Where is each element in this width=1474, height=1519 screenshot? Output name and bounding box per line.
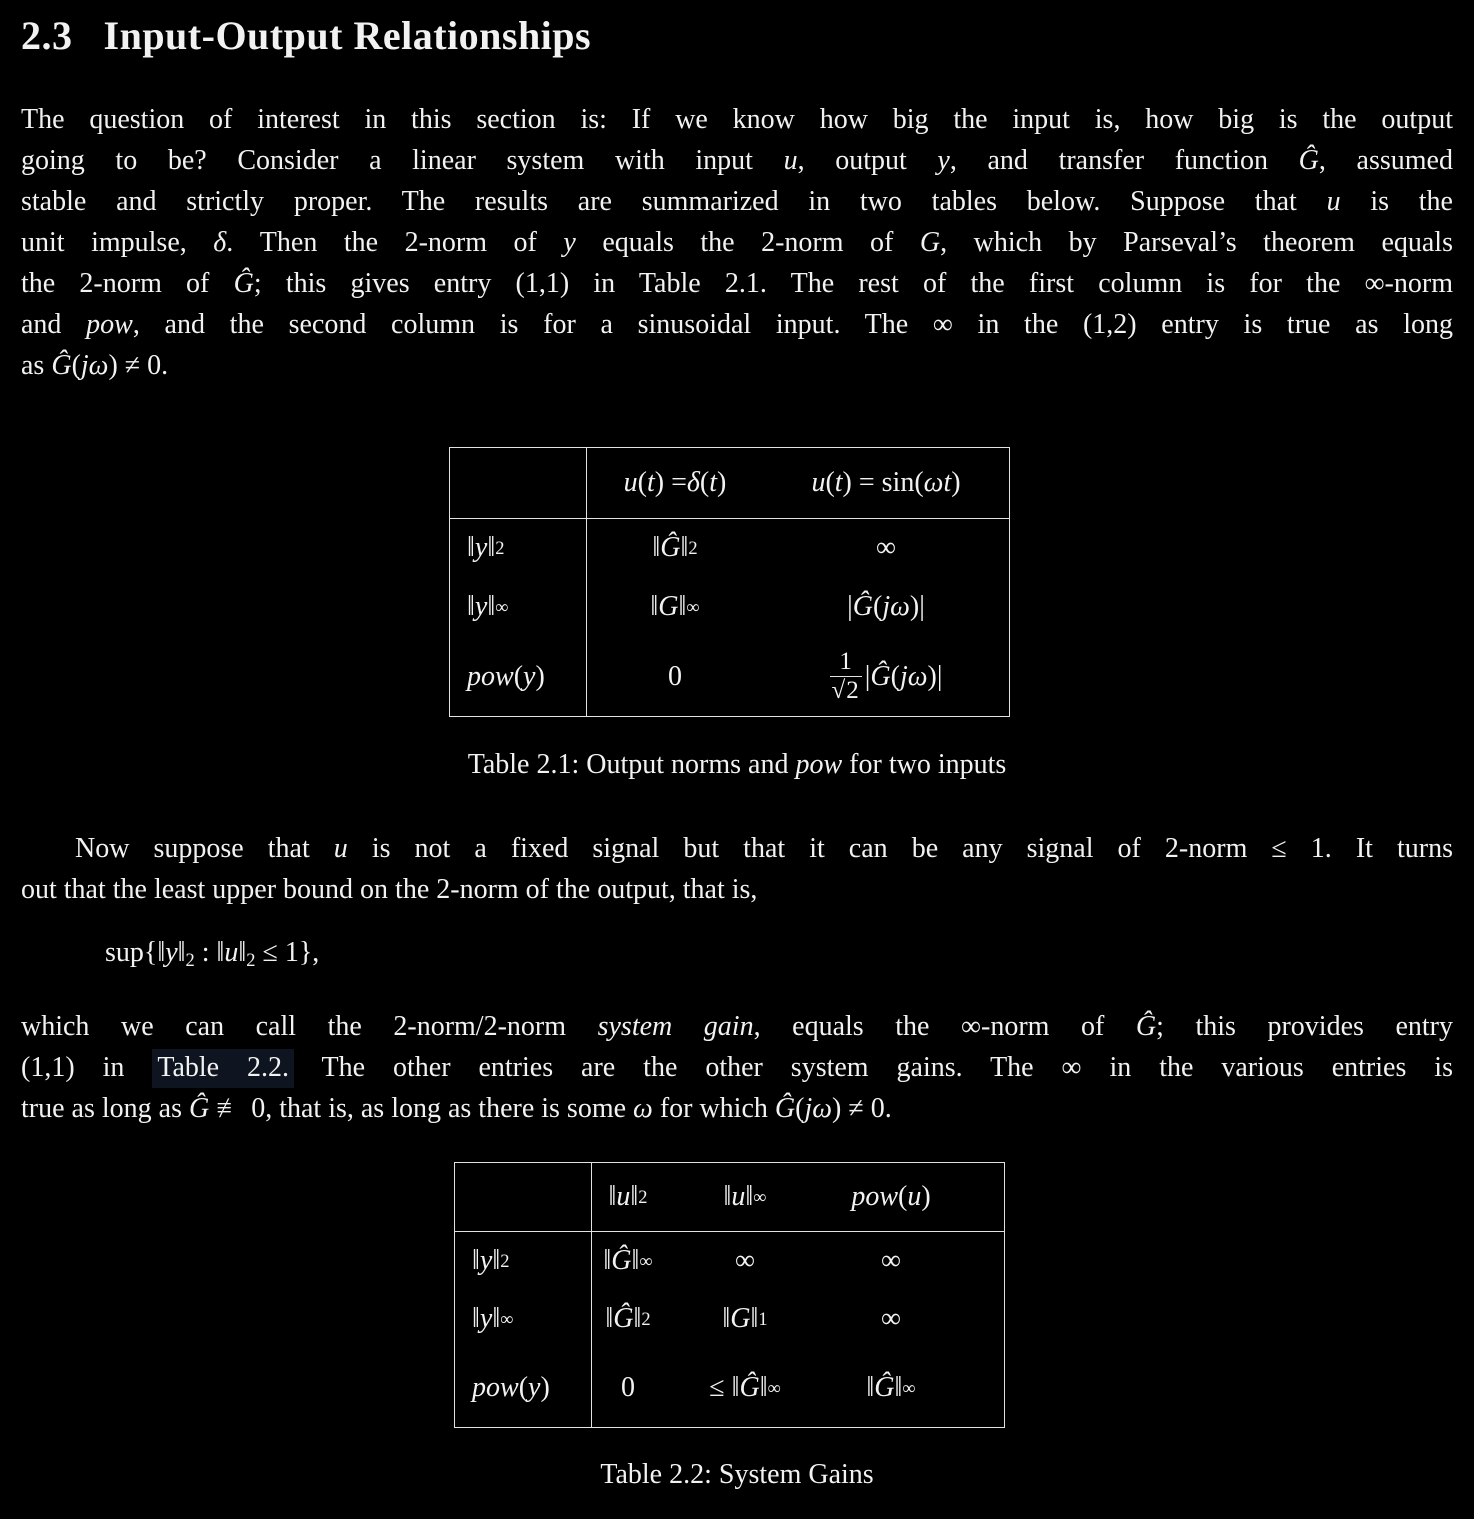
table-2-2-header-uinfnorm: ‖ u ‖ ∞ — [664, 1163, 826, 1232]
table-2-2-cell: 0 — [621, 1372, 635, 1403]
body-paragraph-2 — [21, 828, 1453, 910]
table-2-2-cell: ‖ Ĝ ‖ ∞ — [603, 1244, 653, 1276]
table-2-2-row-label-y2norm: ‖ y ‖ 2 — [455, 1232, 592, 1289]
text-line: unit impulse, δ. Then the 2-norm of y equals the 2-norm of G, which by Parseval’s theorem equals — [21, 227, 1453, 258]
table-2-2-row-label-powy: pow ( y ) — [455, 1349, 592, 1427]
table-2-2-cell: ≤ ‖ Ĝ ‖ ∞ — [709, 1372, 781, 1403]
text-line: out that the least upper bound on the 2-norm of the output, that is, — [21, 874, 758, 905]
text-line: and pow, and the second column is for a sinusoidal input. The ∞ in the (1,2) entry is true as long — [21, 309, 1453, 340]
body-paragraph-3 — [21, 1006, 1453, 1129]
text-line: Now suppose that u is not a fixed signal but that it can be any signal of 2-norm ≤ 1. It turns — [75, 833, 1453, 864]
section-title: Input-Output Relationships — [103, 13, 592, 58]
text-line: which we can call the 2-norm/2-norm system gain, equals the ∞-norm of Ĝ; this provides entry — [21, 1011, 1453, 1042]
table-2-2-cell: ‖ G ‖ 1 — [722, 1303, 768, 1334]
table-2-2-header-powu: pow ( u ) — [826, 1163, 1004, 1232]
table-2-1-corner-cell — [450, 448, 587, 519]
table-2-1-header-sinusoid-input: u ( t ) = sin( ωt ) — [763, 448, 1009, 519]
section-number: 2.3 — [21, 13, 73, 58]
table-2-2-caption: Table 2.2: System Gains — [600, 1459, 874, 1490]
table-2-2-cell: ‖ Ĝ ‖ ∞ — [866, 1372, 916, 1403]
table-2-2-cell: ∞ — [881, 1244, 901, 1276]
table-2-2-header-u2norm: ‖ u ‖ 2 — [592, 1163, 664, 1232]
table-2-1-cell: ‖ Ĝ ‖ 2 — [652, 532, 698, 563]
table-2-2-cell: ∞ — [735, 1244, 755, 1276]
sup-norm-formula: $sup\{‖y‖_2$ : $‖u‖_2 \le 1$}, — [105, 937, 320, 971]
table-2-1-cell: ∞ — [876, 532, 896, 563]
table-2-1-header-impulse-input: u ( t ) = δ ( t ) — [587, 448, 763, 519]
table-2-1-row-label-y2norm: ‖ y ‖ 2 — [450, 519, 587, 577]
table-2-2-cell: ‖ Ĝ ‖ 2 — [605, 1303, 651, 1334]
text-line: going to be? Consider a linear system with input u, output y, and transfer function Ĝ, assumed — [21, 145, 1453, 176]
table-2-1-row-label-yinfnorm: ‖ y ‖ ∞ — [450, 577, 587, 637]
table-2-1-caption: Table 2.1: Output norms and pow for two inputs — [467, 749, 1007, 780]
table-2-2 — [454, 1162, 1005, 1428]
table-2-2-row-label-yinfnorm: ‖ y ‖ ∞ — [455, 1289, 592, 1349]
section-heading — [21, 12, 591, 59]
text-line: as Ĝ(jω) ≠ 0. — [21, 350, 169, 381]
table-2-1-cell: | Ĝ ( jω )| — [847, 591, 925, 622]
text-line: stable and strictly proper. The results are summarized in two tables below. Suppose that u is the — [21, 186, 1453, 217]
table-2-1-cell: 0 — [668, 660, 682, 692]
text-line: (1,1) in Table 2.2. The other entries are the other system gains. The ∞ in the various entries is — [21, 1047, 1453, 1088]
table-2-1-cell: ‖ G ‖ ∞ — [650, 591, 700, 622]
table-2-1-row-label-powy: pow ( y ) — [450, 637, 587, 716]
table-2-2-cell: ∞ — [881, 1303, 901, 1334]
table-2-1 — [449, 447, 1010, 717]
text-line: the 2-norm of Ĝ; this gives entry (1,1) in Table 2.1. The rest of the first column is for the ∞-norm — [21, 268, 1453, 299]
body-paragraph-1 — [21, 99, 1453, 386]
table-2-2-corner-cell — [455, 1163, 592, 1232]
text-line: true as long as Ĝ ≢ 0, that is, as long as there is some ω for which Ĝ(jω) ≠ 0. — [21, 1093, 892, 1124]
text-line: The question of interest in this section is: If we know how big the input is, how big is the output — [21, 104, 1453, 135]
table-2-1-cell: $\frac{1}{√2}$ |Ĝ(jω)| — [831, 648, 943, 704]
